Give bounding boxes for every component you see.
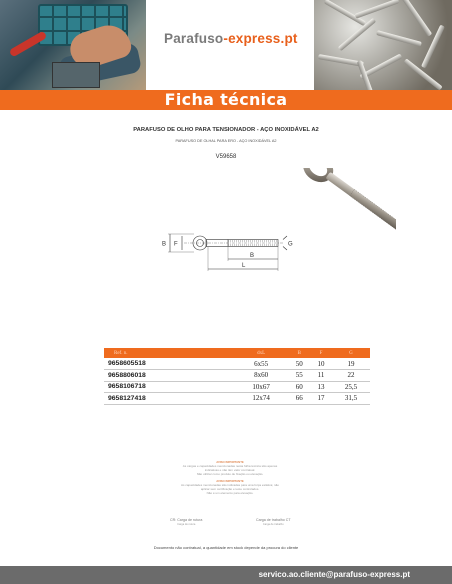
header-g: G (332, 348, 370, 358)
cell-dxl: 8x60 (234, 370, 288, 382)
label-b-horizontal: B (250, 253, 255, 259)
label-g: G (288, 241, 293, 248)
eye-bolt-photo (286, 168, 396, 258)
working-load-label (256, 518, 291, 527)
footer (0, 566, 452, 584)
cell-g: 31,5 (332, 393, 370, 405)
cell-dxl: 12x74 (234, 393, 288, 405)
working-load-subtext: Carga de trabalho (262, 522, 284, 526)
cell-ref: 9658605518 (104, 358, 234, 370)
label-b-vertical: B (162, 241, 167, 248)
customer-service-email-link[interactable]: servico.ao.cliente@parafuso-express.pt (258, 570, 410, 579)
cell-g: 22 (332, 370, 370, 382)
box-image (52, 62, 100, 88)
cell-f: 11 (310, 370, 332, 382)
cell-f: 13 (310, 381, 332, 393)
table-row (104, 381, 370, 393)
cell-dxl: 6x55 (234, 358, 288, 370)
disclaimer: Documento não contratual, a quantidade em stock depende da procura do cliente (153, 545, 299, 550)
banner-title: Ficha técnica (164, 90, 288, 109)
table-row (104, 358, 370, 370)
header (0, 0, 452, 90)
notes-heading: AVISO IMPORTANTE (216, 479, 244, 483)
cell-b: 55 (288, 370, 310, 382)
cell-ref: 9658806018 (104, 370, 234, 382)
header-dxl: dxL (234, 348, 288, 358)
notes-heading: AVISO IMPORTANTE (216, 460, 244, 464)
cell-b: 50 (288, 358, 310, 370)
notes-line: As capacidades mencionadas são indicadas para uma força estática; não (181, 483, 279, 487)
notes-line: Não utilizar como produto de fixação ou elevação. (196, 472, 264, 476)
technical-drawing (156, 224, 296, 274)
breaking-load-label (170, 518, 202, 527)
screw-image (355, 0, 400, 19)
cell-g: 25,5 (332, 381, 370, 393)
cell-f: 17 (310, 393, 332, 405)
important-notes (150, 460, 310, 495)
header-photo-tools (0, 0, 146, 90)
working-load-text: Carga de trabalho CT (256, 518, 291, 522)
bolt-shank (325, 172, 396, 233)
brand-logo[interactable] (164, 31, 298, 46)
label-f: F (174, 241, 178, 248)
product-title: PARAFUSO DE OLHO PARA TENSIONADOR - AÇO INOXIDÁVEL A2 (133, 127, 319, 133)
cell-ref: 9658127418 (104, 393, 234, 405)
screw-image (376, 30, 422, 47)
label-l: L (242, 263, 246, 269)
brand-logo-part1: Parafuso (164, 31, 224, 46)
breaking-load-text: CR: Carga de rutura (170, 518, 203, 522)
header-f: F (310, 348, 332, 358)
breaking-load-subtext: Carga de rutura (177, 522, 196, 526)
cell-dxl: 10x67 (234, 381, 288, 393)
notes-line: As cargas e capacidades mencionadas nesta folha técnica são apenas (182, 464, 278, 468)
header-b: B (288, 348, 310, 358)
table-header-row (104, 348, 370, 358)
notes-line: Não é um elemento para elevação. (206, 491, 254, 495)
header-photo-screws (314, 0, 452, 90)
header-ref: Ref. n. (104, 348, 234, 358)
notes-line: indicativas e não têm valor contratual. (204, 468, 256, 472)
product-subtitle: PARAFUSO DE OLHAL PARA ERO - AÇO INOXIDÁVEL A2 (175, 139, 277, 143)
product-reference: V59658 (215, 154, 237, 160)
table-row (104, 370, 370, 382)
table-row (104, 393, 370, 405)
screw-image (402, 0, 432, 37)
cell-f: 10 (310, 358, 332, 370)
brand-logo-part2: -express.pt (223, 31, 298, 46)
cell-b: 60 (288, 381, 310, 393)
cell-g: 19 (332, 358, 370, 370)
cell-b: 66 (288, 393, 310, 405)
notes-line: aplicar sem certificação e teste controlados. (200, 487, 260, 491)
cell-ref: 9658106718 (104, 381, 234, 393)
specifications-table (104, 348, 370, 405)
title-banner (0, 90, 452, 110)
